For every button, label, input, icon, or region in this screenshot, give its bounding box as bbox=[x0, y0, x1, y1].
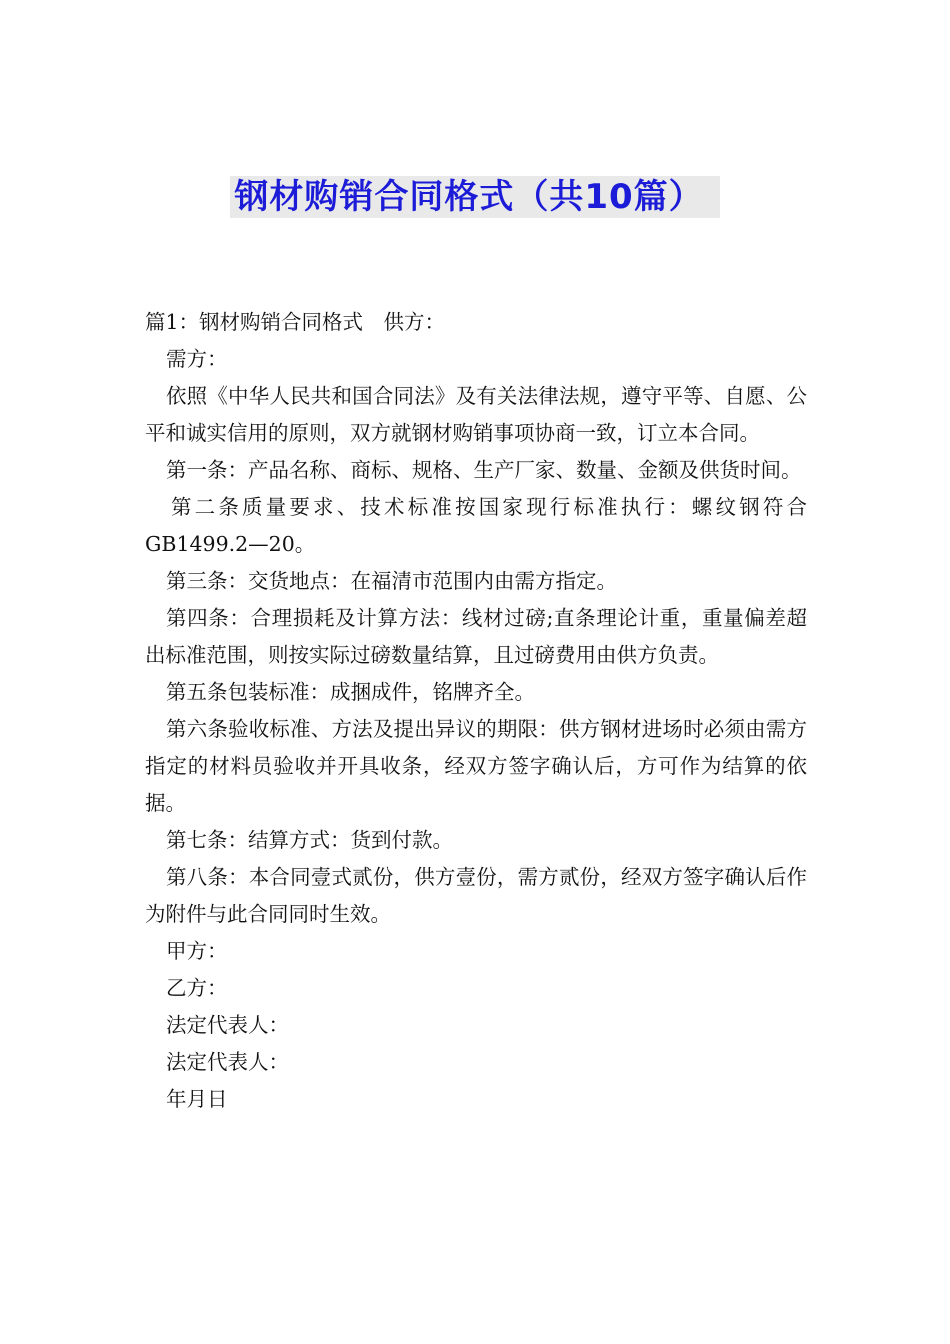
signature-legal-rep-a: 法定代表人： bbox=[166, 1013, 289, 1037]
document-body bbox=[145, 304, 807, 1118]
signature-legal-rep-b: 法定代表人： bbox=[166, 1050, 289, 1074]
signature-date: 年月日 bbox=[166, 1087, 228, 1111]
title-container bbox=[0, 176, 950, 218]
signature-party-a: 甲方： bbox=[166, 939, 228, 963]
paragraph-article-2: 第二条质量要求、技术标准按国家现行标准执行：螺纹钢符合GB1499.2—20。 bbox=[145, 495, 807, 556]
paragraph-article-8: 第八条：本合同壹式贰份，供方壹份，需方贰份，经双方签字确认后作为附件与此合同同时生效。 bbox=[145, 865, 807, 926]
paragraph-article-6: 第六条验收标准、方法及提出异议的期限：供方钢材进场时必须由需方指定的材料员验收并开具收条，经双方签字确认后，方可作为结算的依据。 bbox=[145, 717, 807, 815]
signature-party-b: 乙方： bbox=[166, 976, 228, 1000]
paragraph-buyer: 需方： bbox=[166, 347, 228, 371]
paragraph-preamble: 依照《中华人民共和国合同法》及有关法律法规，遵守平等、自愿、公平和诚实信用的原则，双方就钢材购销事项协商一致，订立本合同。 bbox=[145, 384, 807, 445]
paragraph-article-3: 第三条：交货地点：在福清市范围内由需方指定。 bbox=[166, 569, 617, 593]
paragraph-article-4: 第四条：合理损耗及计算方法：线材过磅;直条理论计重，重量偏差超出标准范围，则按实际过磅数量结算，且过磅费用由供方负责。 bbox=[145, 606, 807, 667]
document-title: 钢材购销合同格式（共10篇） bbox=[230, 176, 719, 218]
paragraph-section-heading: 篇1：钢材购销合同格式 供方： bbox=[145, 310, 446, 334]
paragraph-article-5: 第五条包装标准：成捆成件，铭牌齐全。 bbox=[166, 680, 535, 704]
paragraph-article-7: 第七条：结算方式：货到付款。 bbox=[166, 828, 453, 852]
paragraph-article-1: 第一条：产品名称、商标、规格、生产厂家、数量、金额及供货时间。 bbox=[166, 458, 802, 482]
